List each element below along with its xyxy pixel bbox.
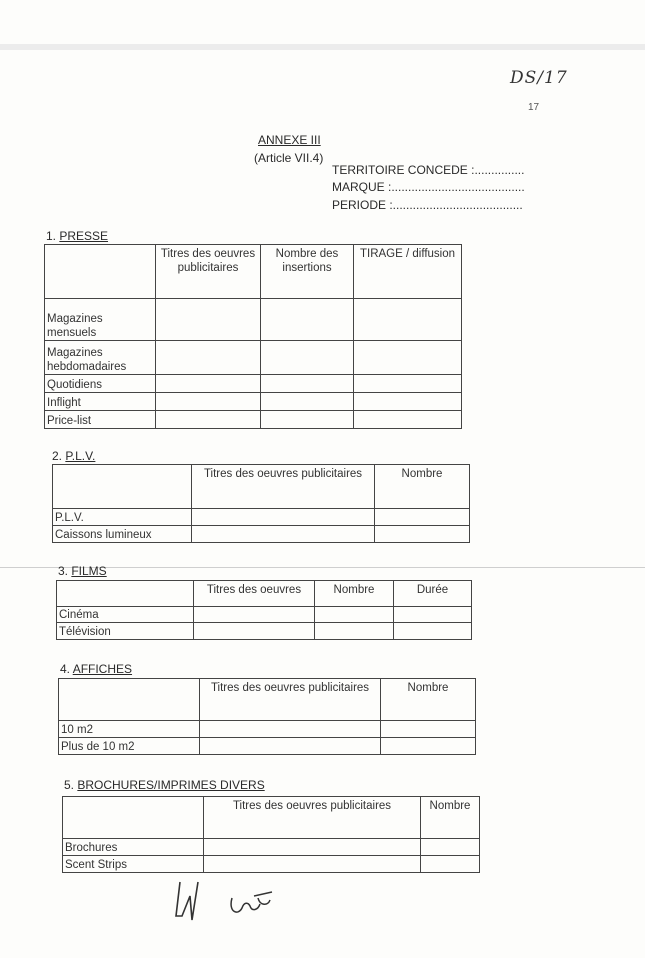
section-films-title <box>58 564 107 578</box>
films-table <box>56 580 472 640</box>
input-cell[interactable] <box>261 411 354 429</box>
row-label: Plus de 10 m2 <box>59 738 200 755</box>
page-number: 17 <box>528 102 540 113</box>
input-cell[interactable] <box>315 607 394 623</box>
input-cell[interactable] <box>156 341 261 375</box>
input-cell[interactable] <box>354 341 462 375</box>
input-cell[interactable] <box>421 856 480 873</box>
annexe-title: ANNEXE III <box>258 133 321 147</box>
presse-header-titres: Titres des oeuvres publicitaires <box>156 245 261 299</box>
input-cell[interactable] <box>156 375 261 393</box>
territoire-field: TERRITOIRE CONCEDE :............... <box>332 163 525 177</box>
row-label: Télévision <box>57 623 194 640</box>
input-cell[interactable] <box>200 738 381 755</box>
input-cell[interactable] <box>354 375 462 393</box>
row-label: Cinéma <box>57 607 194 623</box>
input-cell[interactable] <box>194 607 315 623</box>
input-cell[interactable] <box>156 411 261 429</box>
plv-header-nombre: Nombre <box>375 465 470 509</box>
input-cell[interactable] <box>194 623 315 640</box>
scan-shadow <box>0 44 645 50</box>
input-cell[interactable] <box>381 738 476 755</box>
article-ref: (Article VII.4) <box>254 151 324 165</box>
input-cell[interactable] <box>315 623 394 640</box>
section-label: P.L.V. <box>65 449 96 463</box>
section-number: 2. <box>52 449 66 463</box>
input-cell[interactable] <box>421 839 480 856</box>
section-label: BROCHURES/IMPRIMES DIVERS <box>77 778 265 792</box>
signature-initials <box>168 876 288 936</box>
presse-header-tirage: TIRAGE / diffusion <box>354 245 462 299</box>
section-number: 5. <box>64 778 78 792</box>
section-presse-title <box>46 229 108 243</box>
input-cell[interactable] <box>261 341 354 375</box>
films-header-duree: Durée <box>394 581 472 607</box>
input-cell[interactable] <box>381 721 476 738</box>
affiches-header-nombre: Nombre <box>381 679 476 721</box>
plv-corner-cell <box>53 465 192 509</box>
affiches-corner-cell <box>59 679 200 721</box>
input-cell[interactable] <box>156 299 261 341</box>
input-cell[interactable] <box>375 526 470 543</box>
brochures-table <box>62 796 480 873</box>
signature-stroke <box>176 882 198 920</box>
row-label: P.L.V. <box>53 509 192 526</box>
presse-header-nombre: Nombre des insertions <box>261 245 354 299</box>
row-label: Magazines mensuels <box>45 299 156 341</box>
periode-field: PERIODE :....................................... <box>332 198 523 212</box>
row-label: Scent Strips <box>63 856 204 873</box>
input-cell[interactable] <box>354 411 462 429</box>
input-cell[interactable] <box>192 509 375 526</box>
input-cell[interactable] <box>394 623 472 640</box>
affiches-table <box>58 678 476 755</box>
row-label: Price-list <box>45 411 156 429</box>
section-label: AFFICHES <box>72 662 133 676</box>
section-number: 3. <box>58 564 72 578</box>
input-cell[interactable] <box>261 299 354 341</box>
plv-table <box>52 464 470 543</box>
input-cell[interactable] <box>156 393 261 411</box>
row-label: Caissons lumineux <box>53 526 192 543</box>
plv-header-titres: Titres des oeuvres publicitaires <box>192 465 375 509</box>
input-cell[interactable] <box>261 393 354 411</box>
brochures-header-nombre: Nombre <box>421 797 480 839</box>
row-label: Magazines hebdomadaires <box>45 341 156 375</box>
films-corner-cell <box>57 581 194 607</box>
section-number: 1. <box>46 229 60 243</box>
input-cell[interactable] <box>204 856 421 873</box>
input-cell[interactable] <box>394 607 472 623</box>
input-cell[interactable] <box>200 721 381 738</box>
signature-stroke <box>231 892 272 912</box>
section-brochures-title <box>64 778 265 792</box>
affiches-header-titres: Titres des oeuvres publicitaires <box>200 679 381 721</box>
row-label: Brochures <box>63 839 204 856</box>
brochures-header-titres: Titres des oeuvres publicitaires <box>204 797 421 839</box>
row-label: 10 m2 <box>59 721 200 738</box>
input-cell[interactable] <box>354 393 462 411</box>
corner-handwriting: DS/17 <box>510 68 568 88</box>
section-affiches-title <box>60 662 132 676</box>
input-cell[interactable] <box>375 509 470 526</box>
section-label: PRESSE <box>59 229 109 243</box>
presse-table <box>44 244 462 429</box>
films-header-titres: Titres des oeuvres <box>194 581 315 607</box>
brochures-corner-cell <box>63 797 204 839</box>
films-header-nombre: Nombre <box>315 581 394 607</box>
input-cell[interactable] <box>204 839 421 856</box>
row-label: Quotidiens <box>45 375 156 393</box>
section-label: FILMS <box>71 564 107 578</box>
section-plv-title <box>52 449 95 463</box>
input-cell[interactable] <box>261 375 354 393</box>
presse-corner-cell <box>45 245 156 299</box>
input-cell[interactable] <box>354 299 462 341</box>
section-number: 4. <box>60 662 73 676</box>
row-label: Inflight <box>45 393 156 411</box>
input-cell[interactable] <box>192 526 375 543</box>
marque-field: MARQUE :........................................ <box>332 180 525 194</box>
